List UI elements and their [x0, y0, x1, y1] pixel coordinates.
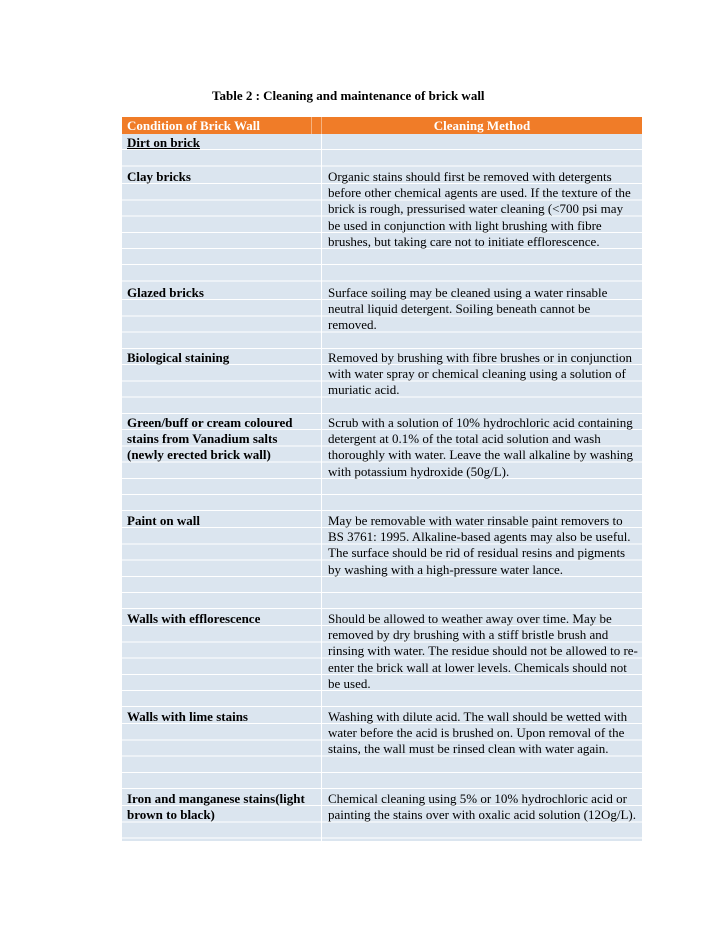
row-method: Chemical cleaning using 5% or 10% hydrochloric acid or painting the stains over with oxalic acid solution (12Og/L). — [328, 791, 636, 823]
row-method: Removed by brushing with fibre brushes or in conjunction with water spray or chemical cleaning using a solution of muriatic acid. — [328, 350, 633, 398]
row-condition: Glazed bricks — [122, 284, 322, 349]
row-condition: Biological staining — [122, 349, 322, 414]
row-method: Should be allowed to weather away over time. May be removed by dry brushing with a stiff bristle brush and rinsing with water. The residue should not be allowed to re-enter the brick wall at lower levels. Chemicals should not be used. — [328, 611, 638, 691]
table-row — [122, 512, 642, 610]
row-condition: Clay bricks — [122, 168, 322, 284]
row-condition: Iron and manganese stains(light brown to black) — [122, 790, 322, 841]
row-condition: Paint on wall — [122, 512, 322, 610]
row-method: Scrub with a solution of 10% hydrochloric acid containing detergent at 0.1% of the total acid solution and wash thoroughly with water. Leave the wall alkaline by washing with potassium hydroxide (50g/L). — [328, 415, 634, 479]
row-method: Surface soiling may be cleaned using a water rinsable neutral liquid detergent. Soiling beneath cannot be removed. — [328, 285, 608, 333]
header-condition: Condition of Brick Wall — [122, 117, 312, 134]
cleaning-table — [122, 117, 642, 841]
row-method: May be removable with water rinsable paint removers to BS 3761: 1995. Alkaline-based agents may also be useful. The surface should be rid of residual resins and pigments by washing with a high-pressure water lance. — [328, 513, 631, 577]
table-row — [122, 284, 642, 349]
header-method: Cleaning Method — [433, 118, 531, 133]
section-row — [122, 134, 642, 168]
table-row — [122, 414, 642, 512]
row-condition: Green/buff or cream coloured stains from Vanadium salts (newly erected brick wall) — [122, 414, 322, 512]
row-method: Organic stains should first be removed with detergents before other chemical agents are used. If the texture of the brick is rough, pressurised water cleaning (<700 psi may be used in conjunction with light brushing with fibre brushes, but taking care not to initiate efflorescence. — [328, 169, 631, 249]
header-divider — [312, 117, 322, 134]
table-row — [122, 708, 642, 790]
row-condition: Walls with lime stains — [122, 708, 322, 790]
section-title-text: Dirt on brick — [127, 135, 200, 150]
table-row — [122, 610, 642, 708]
row-condition: Walls with efflorescence — [122, 610, 322, 708]
row-method: Washing with dilute acid. The wall should be wetted with water before the acid is brushed on. Upon removal of the stains, the wall must be rinsed clean with water again. — [328, 709, 628, 757]
section-method — [322, 134, 642, 168]
table-row — [122, 349, 642, 414]
table-row — [122, 790, 642, 841]
table-header-row — [122, 117, 642, 134]
table-caption: Table 2 : Cleaning and maintenance of brick wall — [212, 88, 485, 103]
section-title — [122, 134, 322, 168]
table-row — [122, 168, 642, 284]
